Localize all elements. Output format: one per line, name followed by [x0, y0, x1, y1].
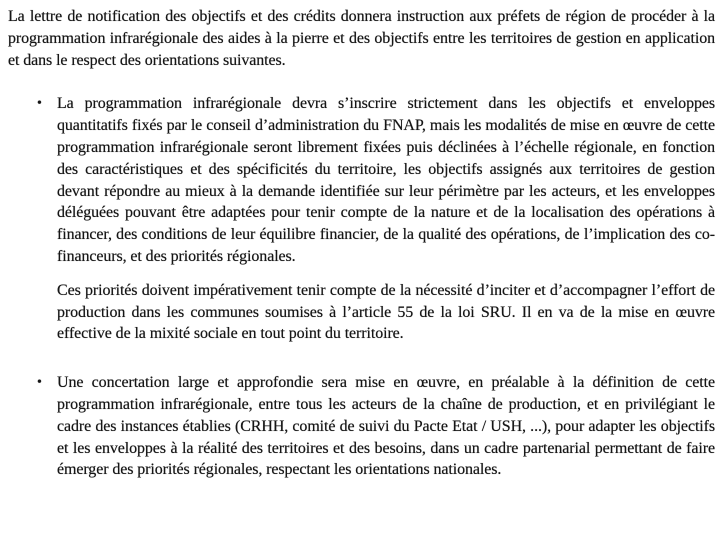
bullet-list [8, 93, 715, 481]
bullet-icon: • [37, 96, 42, 112]
bullet-item [37, 372, 715, 481]
bullet-body [57, 93, 715, 345]
bullet-paragraph: Une concertation large et approfondie sera mise en œuvre, en préalable à la définition de cette programmation infrarégionale, entre tous les acteurs de la chaîne de production, et en privilégiant le cadre des instances établies (CRHH, comité de suivi du Pacte Etat / USH, ...), pour adapter les objectifs et les enveloppes à la réalité des territoires et des besoins, dans un cadre partenarial permettant de faire émerger des priorités régionales, respectant les orientations nationales. [57, 374, 715, 479]
intro-paragraph: La lettre de notification des objectifs et des crédits donnera instruction aux préfets de région de procéder à la programmation infrarégionale des aides à la pierre et des objectifs entre les territoires de gestion en application et dans le respect des orientations suivantes. [8, 8, 715, 69]
bullet-item [37, 93, 715, 345]
bullet-paragraph: La programmation infrarégionale devra s’inscrire strictement dans les objectifs et enveloppes quantitatifs fixés par le conseil d’administration du FNAP, mais les modalités de mise en œuvre de cette programmation infrarégionale seront librement fixées puis déclinées à l’échelle régionale, en fonction des caractéristiques et des spécificités du territoire, les objectifs assignés aux territoires de gestion devant répondre au mieux à la demande identifiée sur leur périmètre par les acteurs, et les enveloppes déléguées pouvant être adaptées pour tenir compte de la nature et de la localisation des opérations à financer, des conditions de leur équilibre financier, de la qualité des opérations, de l’implication des co-financeurs, et des priorités régionales. [57, 95, 715, 265]
bullet-subparagraph: Ces priorités doivent impérativement tenir compte de la nécessité d’inciter et d’accompagner l’effort de production dans les communes soumises à l’article 55 de la loi SRU. Il en va de la mise en œuvre effective de la mixité sociale en tout point du territoire. [57, 281, 715, 343]
bullet-icon: • [37, 375, 42, 391]
bullet-body [57, 372, 715, 481]
